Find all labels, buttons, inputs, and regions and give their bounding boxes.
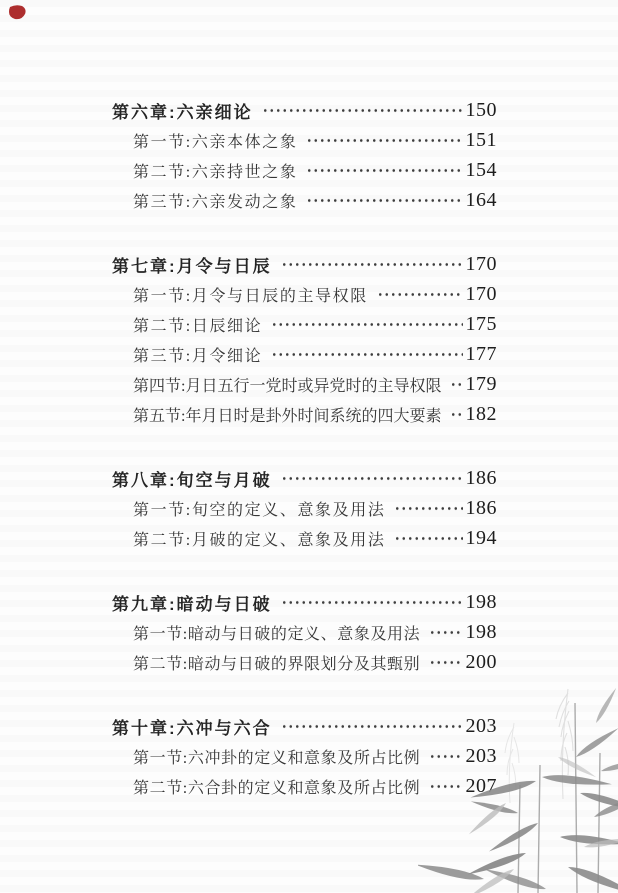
toc-chapter-row (112, 463, 497, 493)
toc-section-row (112, 125, 497, 155)
chapter-title: 第七章:月令与日辰 (112, 256, 272, 276)
dot-leader (429, 617, 462, 647)
dot-leader (281, 587, 463, 617)
bamboo-stem (518, 703, 600, 893)
toc-section-row (112, 279, 497, 309)
bamboo-ink-painting (418, 661, 618, 893)
toc-section-row (112, 339, 497, 369)
chapter-title: 第八章:旬空与月破 (112, 470, 272, 490)
chapter-title: 第六章:六亲细论 (112, 102, 253, 122)
toc-section-row (112, 369, 497, 399)
page-number: 182 (465, 402, 497, 425)
page-number: 203 (465, 714, 497, 737)
dot-leader (394, 493, 462, 523)
toc-group-chapter-8 (112, 463, 497, 553)
page-number: 203 (465, 744, 497, 767)
dot-leader (262, 95, 463, 125)
section-title: 第一节:月令与日辰的主导权限 (133, 287, 368, 305)
page-number: 150 (465, 98, 497, 121)
page-number: 164 (465, 188, 497, 211)
page-number: 198 (465, 620, 497, 643)
toc-section-row (112, 617, 497, 647)
page-number: 194 (465, 526, 497, 549)
dot-leader (281, 249, 463, 279)
section-title: 第三节:月令细论 (133, 347, 263, 365)
chapter-title: 第十章:六冲与六合 (112, 718, 272, 738)
page-number: 154 (465, 158, 497, 181)
section-title: 第一节:六冲卦的定义和意象及所占比例 (133, 749, 421, 767)
page-number: 207 (465, 774, 497, 797)
page-number: 170 (465, 282, 497, 305)
toc-chapter-row (112, 587, 497, 617)
section-title: 第四节:月日五行一党时或异党时的主导权限 (133, 377, 442, 395)
toc-section-row (112, 309, 497, 339)
toc-chapter-row (112, 95, 497, 125)
dot-leader (394, 523, 462, 553)
section-title: 第二节:六亲持世之象 (133, 163, 298, 181)
page-number: 186 (465, 466, 497, 489)
dot-leader (281, 463, 463, 493)
red-ink-blob (9, 5, 26, 19)
section-title: 第一节:旬空的定义、意象及用法 (133, 501, 386, 519)
dot-leader (450, 399, 462, 429)
page-number: 175 (465, 312, 497, 335)
page-number: 170 (465, 252, 497, 275)
dot-leader (306, 125, 462, 155)
page-number: 186 (465, 496, 497, 519)
toc-section-row (112, 399, 497, 429)
dot-leader (306, 185, 462, 215)
section-title: 第二节:六合卦的定义和意象及所占比例 (133, 779, 421, 797)
toc-section-row (112, 523, 497, 553)
dot-leader (271, 339, 462, 369)
section-title: 第一节:六亲本体之象 (133, 133, 298, 151)
page-number: 200 (465, 650, 497, 673)
section-title: 第一节:暗动与日破的定义、意象及用法 (133, 625, 421, 643)
toc-chapter-row (112, 249, 497, 279)
dot-leader (306, 155, 462, 185)
page-number: 198 (465, 590, 497, 613)
section-title: 第二节:月破的定义、意象及用法 (133, 531, 386, 549)
bamboo-leaves-light (466, 754, 618, 893)
dot-leader (377, 279, 463, 309)
page-number: 177 (465, 342, 497, 365)
red-ink-mark (8, 4, 28, 22)
page-number: 151 (465, 128, 497, 151)
section-title: 第五节:年月日时是卦外时间系统的四大要素 (133, 407, 442, 425)
dot-leader (450, 369, 462, 399)
section-title: 第二节:日辰细论 (133, 317, 263, 335)
section-title: 第三节:六亲发动之象 (133, 193, 298, 211)
dot-leader (271, 309, 462, 339)
toc-section-row (112, 185, 497, 215)
toc-section-row (112, 493, 497, 523)
toc-section-row (112, 155, 497, 185)
toc-group-chapter-6 (112, 95, 497, 215)
toc-group-chapter-7 (112, 249, 497, 429)
page-number: 179 (465, 372, 497, 395)
section-title: 第二节:暗动与日破的界限划分及其甄别 (133, 655, 421, 673)
chapter-title: 第九章:暗动与日破 (112, 594, 272, 614)
